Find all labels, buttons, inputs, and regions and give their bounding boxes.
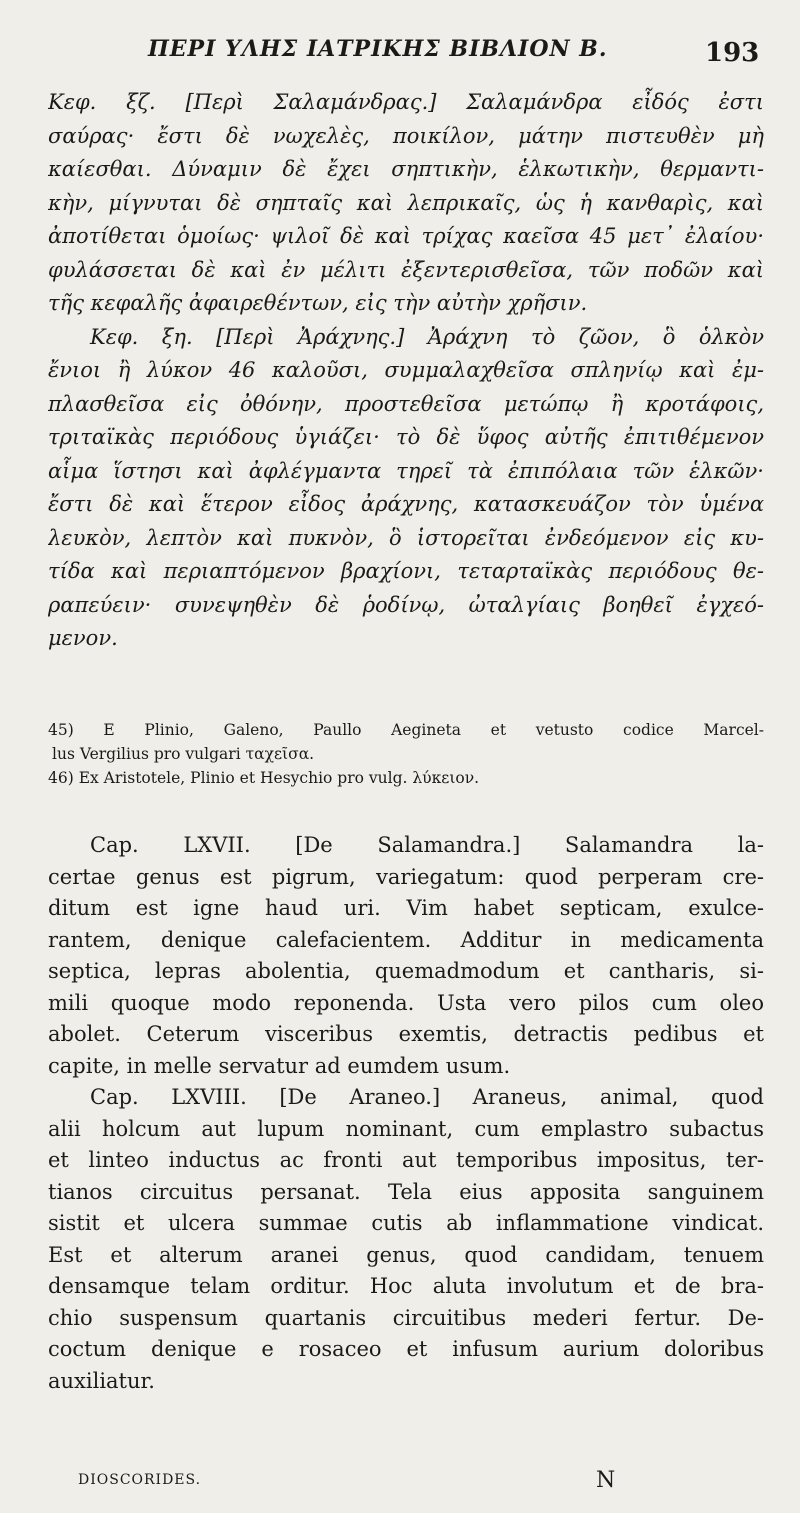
greek-line: ραπεύειν· συνεψηθὲν δὲ ῥοδίνῳ, ὠταλγίαις βοηθεῖ ἐγχεό- [48, 592, 764, 617]
latin-line: tianos circuitus persanat. Tela eius apposita sanguinem [48, 1179, 764, 1204]
latin-line: sistit et ulcera summae cutis ab inflammatione vindicat. [48, 1211, 764, 1235]
latin-text-block [48, 830, 764, 1397]
greek-line: ἔνιοι ἢ λύκον 46 καλοῦσι, συμμαλαχθεῖσα σπληνίῳ καὶ ἐμ- [48, 358, 764, 382]
latin-line: septica, lepras abolentia, quemadmodum et cantharis, si- [48, 959, 764, 983]
latin-line: capite, in melle servatur ad eumdem usum. [48, 1053, 511, 1078]
footnote-45-continued: lus Vergilius pro vulgari ταχεῖσα. [52, 745, 315, 763]
signature-mark: N [596, 1468, 616, 1493]
greek-line: τίδα καὶ περιαπτόμενον βραχίονι, τεταρταϊκὰς περιόδους θε- [48, 559, 764, 583]
latin-line: ditum est igne haud uri. Vim habet septicam, exulce- [48, 896, 764, 920]
latin-line: coctum denique e rosaceo et infusum aurium doloribus [48, 1337, 764, 1361]
greek-line: Κεφ. ξη. [Περὶ Ἀράχνης.] Ἀράχνη τὸ ζῶον, ὃ ὁλκὸν [90, 324, 764, 349]
latin-line: auxiliatur. [48, 1368, 155, 1393]
latin-line: rantem, denique calefacientem. Additur in medicamenta [48, 927, 764, 952]
greek-line: αἷμα ἵστησι καὶ ἀφλέγμαντα τηρεῖ τὰ ἐπιπόλαια τῶν ἑλκῶν· [48, 458, 764, 483]
running-title: ΠΕΡΙ ΥΛΗΣ ΙΑΤΡΙΚΗΣ ΒΙΒΛΙΟΝ Β. [148, 36, 608, 62]
greek-line: μενον. [48, 626, 118, 650]
greek-text-block [48, 86, 764, 656]
greek-line: σαύρας· ἔστι δὲ νωχελὲς, ποικίλον, μάτην πιστευθὲν μὴ [48, 123, 764, 148]
latin-line: abolet. Ceterum visceribus exemtis, detractis pedibus et [48, 1022, 764, 1046]
latin-line: mili quoque modo reponenda. Usta vero pilos cum oleo [48, 990, 764, 1015]
footnote-45: 45) E Plinio, Galeno, Paullo Aegineta et vetusto codice Marcel- [48, 721, 764, 739]
footnotes [48, 718, 764, 790]
footnote-46: 46) Ex Aristotele, Plinio et Hesychio pro vulg. λύκειον. [48, 769, 480, 787]
greek-line: φυλάσσεται δὲ καὶ ἐν μέλιτι ἐξεντερισθεῖσα, τῶν ποδῶν καὶ [48, 257, 764, 282]
greek-line: πλασθεῖσα εἰς ὀθόνην, προστεθεῖσα μετώπῳ ἢ κροτάφοις, [48, 391, 764, 416]
latin-line: densamque telam orditur. Hoc aluta involutum et de bra- [48, 1274, 764, 1298]
latin-line: chio suspensum quartanis circuitibus mederi fertur. De- [48, 1305, 764, 1330]
greek-line: ἀποτίθεται ὁμοίως· ψιλοῖ δὲ καὶ τρίχας καεῖσα 45 μετ᾽ ἐλαίου· [48, 224, 764, 248]
greek-line: λευκὸν, λεπτὸν καὶ πυκνὸν, ὃ ἱστορεῖται ἐνδεόμενον εἰς κυ- [48, 525, 764, 550]
latin-line: Cap. LXVII. [De Salamandra.] Salamandra la- [90, 833, 764, 857]
latin-line: et linteo inductus ac fronti aut temporibus impositus, ter- [48, 1148, 764, 1172]
greek-line: κὴν, μίγνυται δὲ σηπταῖς καὶ λεπρικαῖς, ὡς ἡ κανθαρὶς, καὶ [48, 190, 764, 215]
latin-line: alii holcum aut lupum nominant, cum emplastro subactus [48, 1116, 764, 1141]
signature-name: DIOSCORIDES. [78, 1472, 202, 1488]
greek-line: τριταϊκὰς περιόδους ὑγιάζει· τὸ δὲ ὕφος αὐτῆς ἐπιτιθέμενον [48, 425, 764, 449]
page-header [0, 30, 800, 74]
latin-line: certae genus est pigrum, variegatum: quod perperam cre- [48, 864, 764, 889]
greek-line: καίεσθαι. Δύναμιν δὲ ἔχει σηπτικὴν, ἑλκωτικὴν, θερμαντι- [48, 157, 764, 181]
greek-line: ἔστι δὲ καὶ ἕτερον εἶδος ἀράχνης, κατασκευάζον τὸν ὑμένα [48, 492, 764, 516]
latin-line: Cap. LXVIII. [De Araneo.] Araneus, animal, quod [90, 1085, 764, 1109]
page-number: 193 [705, 38, 760, 68]
greek-line: Κεφ. ξζ. [Περὶ Σαλαμάνδρας.] Σαλαμάνδρα εἶδός ἐστι [48, 90, 764, 114]
greek-line: τῆς κεφαλῆς ἀφαιρεθέντων, εἰς τὴν αὐτὴν χρῆσιν. [48, 291, 588, 315]
page-footer [0, 1468, 800, 1498]
latin-line: Est et alterum aranei genus, quod candidam, tenuem [48, 1242, 764, 1267]
